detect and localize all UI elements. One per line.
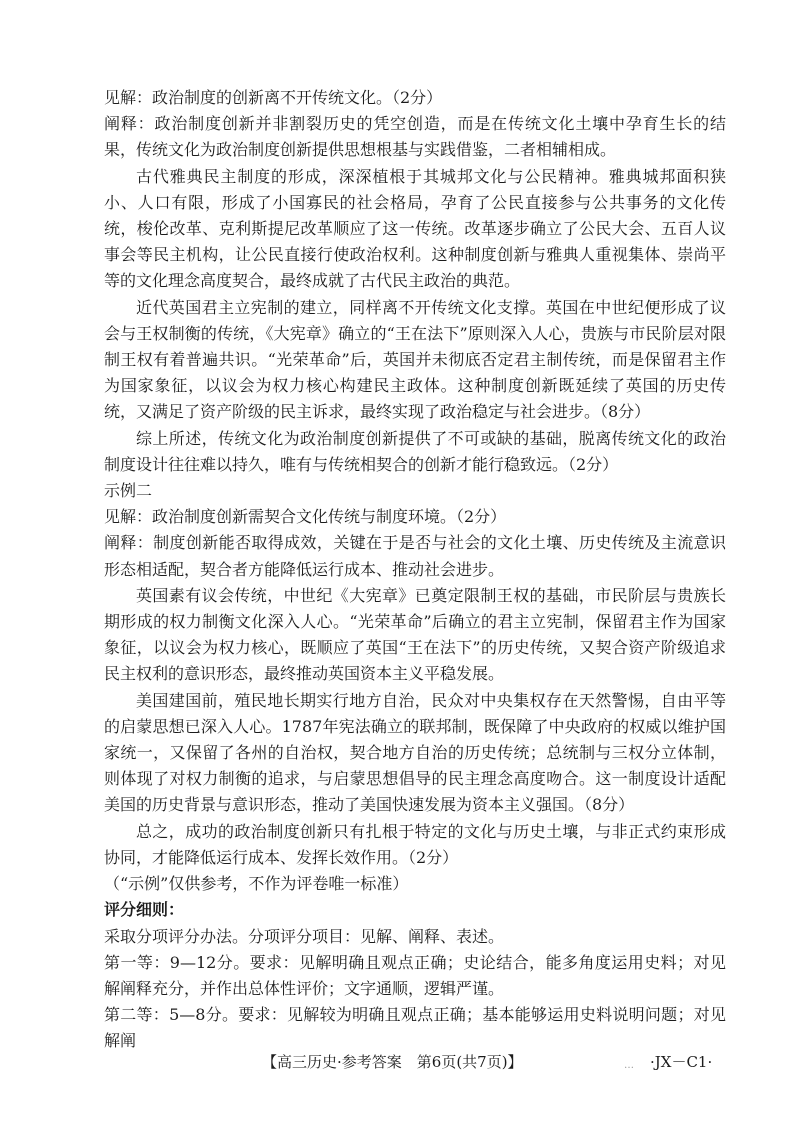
paragraph: 英国素有议会传统，中世纪《大宪章》已奠定限制王权的基础，市民阶层与贵族长期形成的权力制衡文化深入人心。“光荣革命”后确立的君主立宪制，保留君主作为国家象征，以议会为权力核心，既顺应了英国“王在法下”的历史传统，又契合资产阶级追求民主权利的意识形态，最终推动英国资本主义平稳发展。: [104, 585, 726, 684]
footer-page-info: 【高三历史·参考答案 第6页(共7页)】: [262, 1053, 523, 1071]
paragraph: 古代雅典民主制度的形成，深深植根于其城邦文化与公民精神。雅典城邦面积狭小、人口有限，形成了小国寡民的社会格局，孕育了公民直接参与公共事务的文化传统，梭伦改革、克利斯提尼改革顺应了这一传统。改革逐步确立了公民大会、五百人议事会等民主机构，让公民直接行使政治权利。这种制度创新与雅典人重视集体、崇尚平等的文化理念高度契合，最终成就了古代民主政治的典范。: [104, 166, 726, 291]
paragraph: 阐释：政治制度创新并非割裂历史的凭空创造，而是在传统文化土壤中孕育生长的结果，传统文化为政治制度创新提供思想根基与实践借鉴，二者相辅相成。: [104, 114, 726, 160]
paragraph: 总之，成功的政治制度创新只有扎根于特定的文化与历史土壤，与非正式约束形成协同，才能降低运行成本、发挥长效作用。（2分）: [104, 821, 726, 867]
paragraph: 见解：政治制度的创新离不开传统文化。（2分）: [104, 88, 443, 107]
paragraph: 综上所述，传统文化为政治制度创新提供了不可或缺的基础，脱离传统文化的政治制度设计往往难以持久，唯有与传统相契合的创新才能行稳致远。（2分）: [104, 428, 726, 474]
paragraph: 第二等：5—8分。要求：见解较为明确且观点正确；基本能够运用史料说明问题；对见解阐: [104, 1005, 726, 1051]
paragraph: 美国建国前，殖民地长期实行地方自治，民众对中央集权存在天然警惕，自由平等的启蒙思想已深入人心。1787年宪法确立的联邦制，既保障了中央政府的权威以维护国家统一，又保留了各州的自治权，契合地方自治的历史传统；总统制与三权分立体制，则体现了对权力制衡的追求，与启蒙思想倡导的民主理念高度吻合。这一制度设计适配美国的历史背景与意识形态，推动了美国快速发展为资本主义强国。（8分）: [104, 690, 726, 815]
paragraph: 近代英国君主立宪制的建立，同样离不开传统文化支撑。英国在中世纪便形成了议会与王权制衡的传统，《大宪章》确立的“王在法下”原则深入人心，贵族与市民阶层对限制王权有着普遍共识。“光荣革命”后，英国并未彻底否定君主制传统，而是保留君主作为国家象征，以议会为权力核心构建民主政体。这种制度创新既延续了英国的历史传统，又满足了资产阶级的民主诉求，最终实现了政治稳定与社会进步。（8分）: [104, 297, 726, 422]
paragraph: （“示例”仅供参考，不作为评卷唯一标准）: [104, 874, 409, 894]
answer-content: [104, 85, 726, 1055]
paragraph: 示例二: [104, 481, 153, 501]
paragraph: 阐释：制度创新能否取得成效，关键在于是否与社会的文化土壤、历史传统及主流意识形态相适配，契合者方能降低运行成本、推动社会进步。: [104, 533, 726, 579]
footer-dots: …: [624, 1060, 634, 1071]
footer-exam-code: ·JX－C1·: [650, 1053, 713, 1071]
paragraph: 采取分项评分办法。分项评分项目：见解、阐释、表述。: [104, 926, 505, 946]
paragraph: 评分细则：: [104, 900, 185, 920]
paragraph: 第一等：9—12分。要求：见解明确且观点正确；史论结合，能多角度运用史料；对见解阐释充分，并作出总体性评价；文字通顺，逻辑严谨。: [104, 952, 726, 998]
paragraph: 见解：政治制度创新需契合文化传统与制度环境。（2分）: [104, 507, 507, 527]
